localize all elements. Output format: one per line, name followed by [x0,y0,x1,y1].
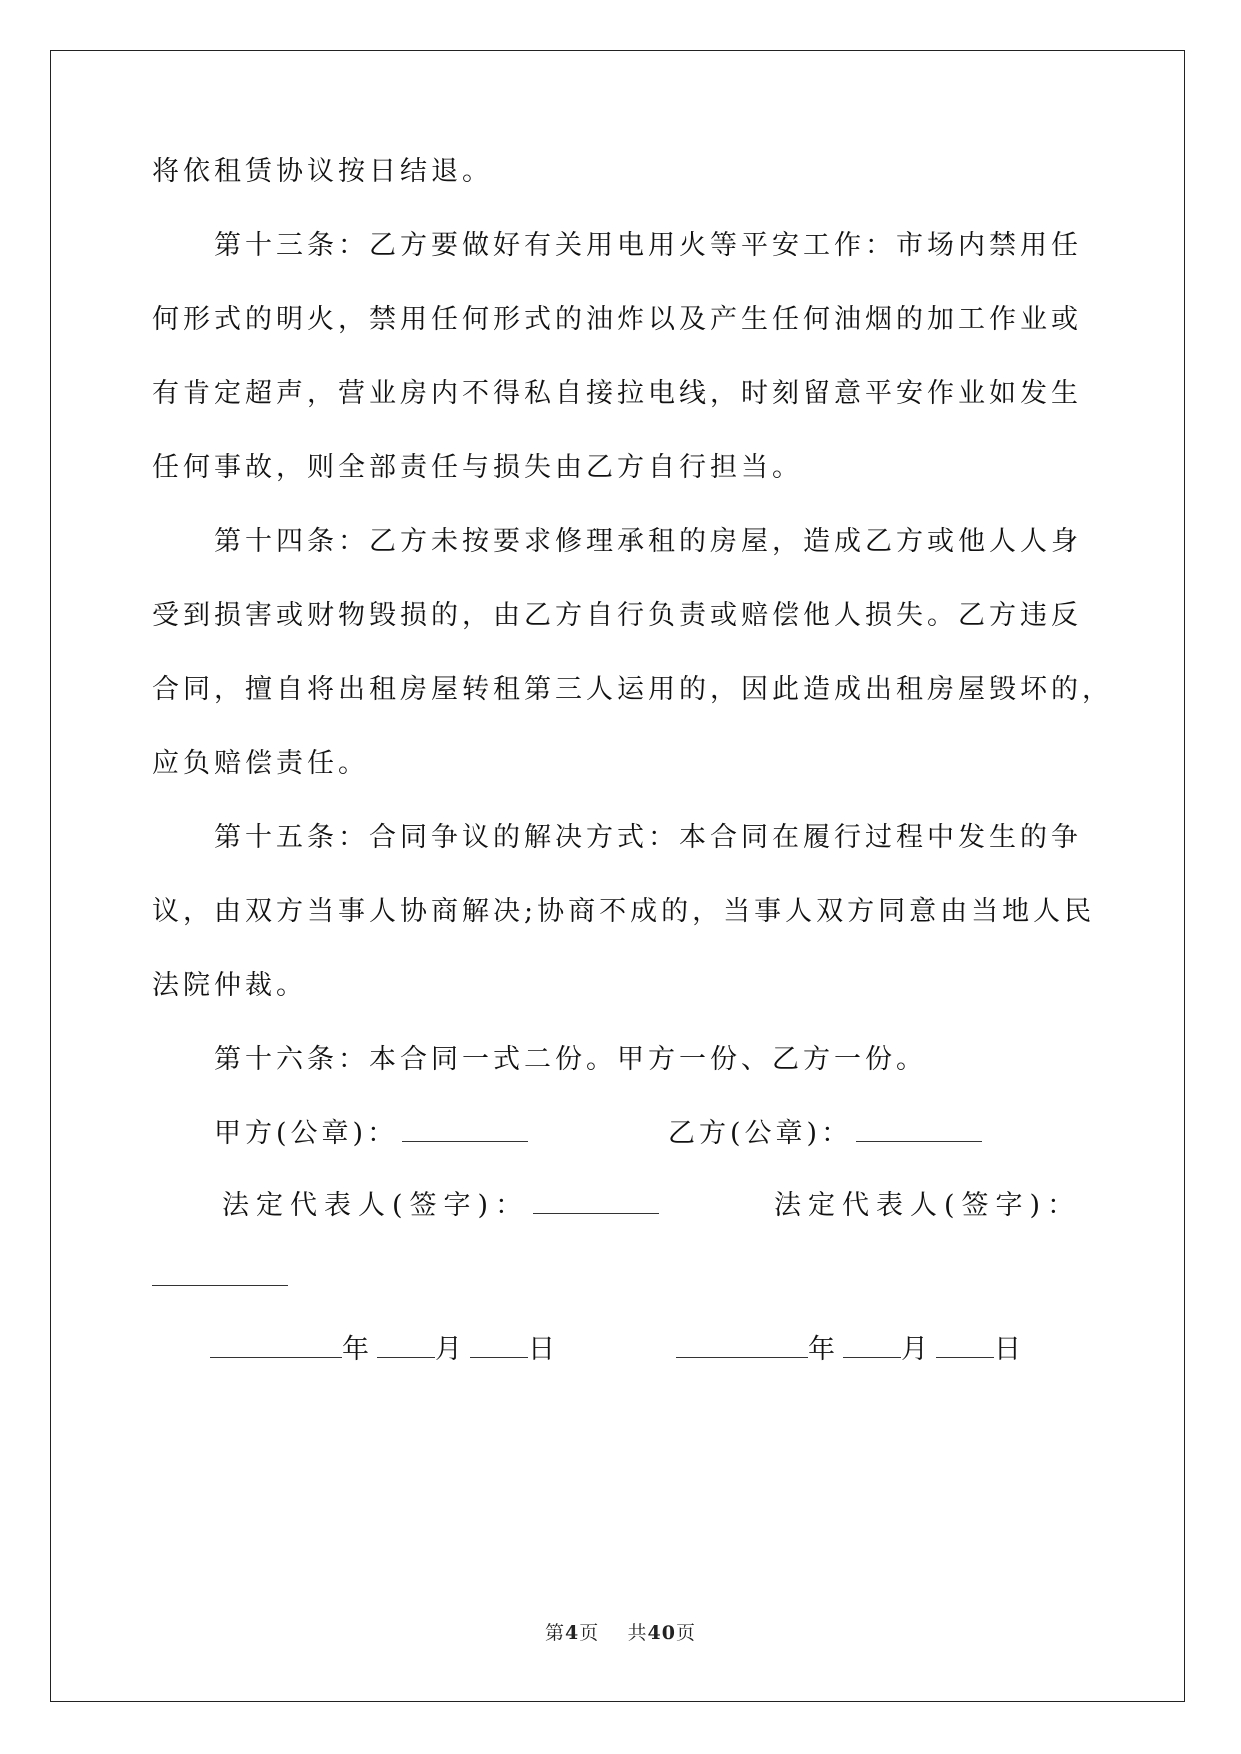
text-line: 第十四条：乙方未按要求修理承租的房屋，造成乙方或他人人身 [214,526,1082,557]
party-a-seal [214,1114,528,1154]
text-line: 合同，擅自将出租房屋转租第三人运用的，因此造成出租房屋毁坏的， [152,674,1113,705]
text-line: 有肯定超声，营业房内不得私自接拉电线，时刻留意平安作业如发生 [152,378,1082,409]
party-a-rep-blank [533,1189,659,1214]
party-b-seal [668,1114,982,1154]
date-b-month-blank [843,1333,901,1358]
party-b-rep-label: 法定代表人(签字)： [774,1190,1082,1221]
text-line: 将依租赁协议按日结退。 [152,156,493,187]
page-footer [0,1618,1241,1645]
party-a-seal-blank [402,1117,528,1142]
text-line: 议，由双方当事人协商解决;协商不成的，当事人双方同意由当地人民 [152,896,1096,927]
date-a-day: 日 [528,1334,559,1365]
date-a-year-blank [210,1333,342,1358]
text-line: 何形式的明火，禁用任何形式的油炸以及产生任何油烟的加工作业或 [152,304,1082,335]
footer-total-prefix: 共 [627,1622,648,1644]
date-b-day-blank [936,1333,994,1358]
party-a-rep [222,1186,659,1226]
date-b [676,1330,1025,1370]
date-a-month: 月 [435,1334,466,1365]
date-b-year: 年 [808,1334,839,1365]
text-line: 受到损害或财物毁损的，由乙方自行负责或赔偿他人损失。乙方违反 [152,600,1082,631]
date-b-month: 月 [901,1334,932,1365]
date-a-day-blank [470,1333,528,1358]
footer-page-number: 4 [565,1622,580,1644]
date-a-year: 年 [342,1334,373,1365]
date-b-day: 日 [994,1334,1025,1365]
date-a-month-blank [377,1333,435,1358]
footer-total-suffix: 页 [675,1622,696,1644]
date-a [210,1330,559,1370]
party-b-seal-blank [856,1117,982,1142]
text-line: 法院仲裁。 [152,970,307,1001]
text-line: 应负赔偿责任。 [152,748,369,779]
party-b-rep [774,1186,1081,1226]
party-b-seal-label: 乙方(公章)： [668,1118,853,1149]
party-b-rep-blank-line [152,1258,288,1298]
text-line: 第十五条：合同争议的解决方式：本合同在履行过程中发生的争 [214,822,1082,853]
party-a-rep-label: 法定代表人(签字)： [222,1190,530,1221]
footer-page-suffix: 页 [579,1622,600,1644]
party-a-seal-label: 甲方(公章)： [214,1118,399,1149]
text-line: 第十六条：本合同一式二份。甲方一份、乙方一份。 [214,1044,927,1075]
footer-total-pages: 40 [647,1622,676,1644]
date-b-year-blank [676,1333,808,1358]
footer-prefix: 第 [545,1622,566,1644]
text-line: 第十三条：乙方要做好有关用电用火等平安工作：市场内禁用任 [214,230,1082,261]
text-line: 任何事故，则全部责任与损失由乙方自行担当。 [152,452,803,483]
page-frame [50,50,1185,1702]
party-b-rep-blank [152,1261,288,1286]
